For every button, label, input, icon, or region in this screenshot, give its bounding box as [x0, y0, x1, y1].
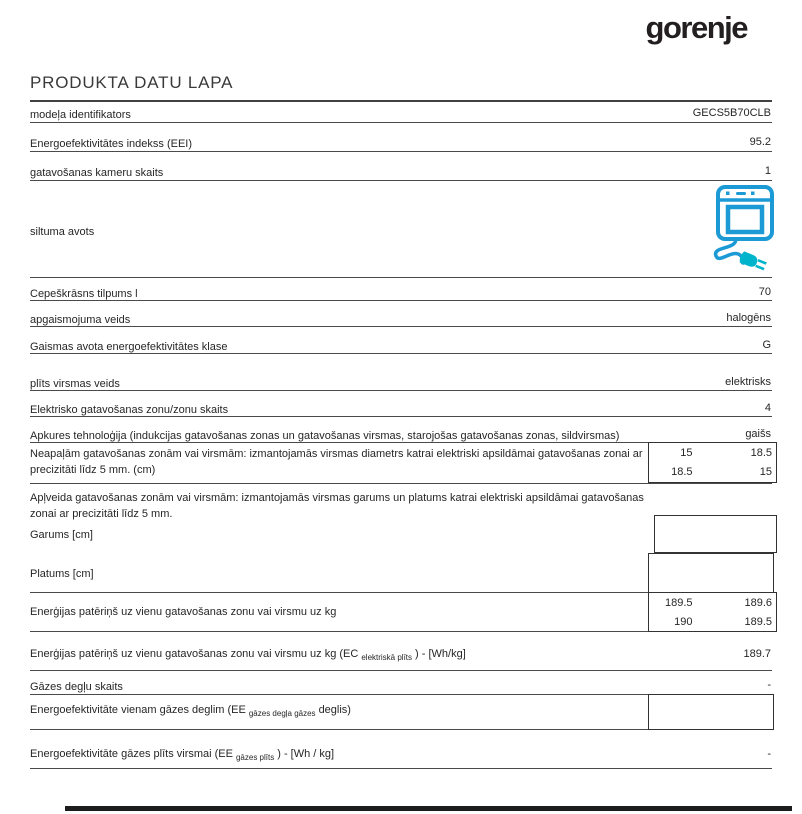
spec-label: Neapaļām gatavošanas zonām vai virsmām: izmantojamās virsmas diametrs katrai elektriski apsildāmai gatavošanas zonai ar precizitāti līdz 5 mm. (cm) [30, 448, 643, 476]
spec-label: Apļveida gatavošanas zonām vai virsmām: izmantojamās virsmas garums un platums katrai elektriski apsildāmai gatavošanas zonai ar precizitāti līdz 5 mm. [30, 492, 644, 520]
spec-row-volume [30, 283, 772, 301]
gorenje-logo: gorenje [645, 10, 747, 45]
spec-label: Enerģijas patēriņš uz vienu gatavošanas zonu vai virsmu uz kg [30, 606, 337, 618]
spec-row-energy-ec [30, 640, 772, 671]
spec-label: Gāzes degļu skaits [30, 681, 123, 693]
value-table [648, 442, 777, 483]
table-cell: 18.5 [750, 446, 772, 459]
spec-row-zones-count [30, 399, 772, 417]
spec-label: siltuma avots [30, 226, 95, 238]
spec-row-energy-per-zone [30, 593, 772, 632]
spec-label: Cepeškrāsns tilpums l [30, 288, 138, 300]
table-cell: 15 [759, 466, 772, 479]
spec-value: 189.7 [743, 648, 771, 660]
spec-value: 95.2 [749, 136, 771, 148]
spec-row-ee-gas-hob [30, 740, 772, 769]
value-table [648, 592, 777, 632]
spec-row-length [30, 515, 772, 553]
spec-row-eei [30, 133, 772, 152]
page-title-row [30, 73, 772, 102]
table-cell: 189.5 [744, 615, 772, 628]
spec-row-heating-tech [30, 425, 772, 443]
spec-value: elektrisks [725, 376, 771, 388]
empty-value-box [654, 515, 777, 553]
spec-label: Energoefektivitātes indekss (EEI) [30, 138, 193, 150]
spec-value: 1 [764, 165, 771, 177]
table-cell: 18.5 [671, 466, 693, 479]
spec-value: 70 [758, 286, 771, 298]
spec-row-cavities [30, 162, 772, 181]
spec-value: 4 [764, 402, 771, 414]
spec-label: plīts virsmas veids [30, 378, 120, 390]
spec-row-light-class [30, 336, 772, 354]
empty-value-box [648, 553, 774, 593]
spec-row-gas-burners [30, 676, 772, 695]
spec-value: - [767, 679, 771, 691]
subscript: gāzes degļa gāzes [248, 709, 316, 719]
spec-label: Apkures tehnoloģija (indukcijas gatavošanas zonas un gatavošanas virsmas, starojošas gatavošanas zonas, sildvirsmas) [30, 430, 620, 442]
spec-label: Garums [cm] [30, 529, 93, 541]
spec-label: apgaismojuma veids [30, 314, 131, 326]
spec-row-model [30, 104, 772, 123]
table-cell: 15 [680, 446, 693, 459]
subscript: elektriskā plīts [361, 653, 413, 663]
page-title: PRODUKTA DATU LAPA [30, 73, 234, 92]
spec-row-hob-type [30, 373, 772, 391]
electric-oven-plug-icon [696, 184, 776, 277]
empty-value-box [648, 694, 774, 730]
subscript: gāzes plīts [235, 753, 275, 763]
spec-label: Energoefektivitāte gāzes plīts virsmai (EE $_{gāzes plīts}$ ) - [Wh / kg] [30, 748, 335, 763]
table-cell: 189.5 [664, 596, 693, 609]
spec-label: Enerģijas patēriņš uz vienu gatavošanas zonu vai virsmu uz kg (EC $_{elektriskā plīts}$ ) - [Wh/kg] [30, 648, 466, 663]
spec-label: Gaismas avota energoefektivitātes klase [30, 341, 228, 353]
spec-value: GECS5B70CLB [692, 107, 771, 119]
spec-row-heat-source [30, 181, 772, 278]
spec-value: - [767, 748, 771, 760]
next-page-edge-bar [65, 806, 792, 811]
spec-value: G [762, 339, 771, 351]
spec-value: gaišs [745, 428, 771, 440]
spec-label: modeļa identifikators [30, 109, 131, 121]
spec-value: halogēns [726, 312, 771, 324]
spec-row-width [30, 553, 772, 593]
spec-label: gatavošanas kameru skaits [30, 167, 164, 179]
spec-label: Energoefektivitāte vienam gāzes deglim (EE $_{gāzes degļa gāzes}$ deglis) [30, 704, 351, 719]
spec-row-ee-burner [30, 695, 772, 730]
spec-label: Elektrisko gatavošanas zonu/zonu skaits [30, 404, 229, 416]
table-cell: 190 [674, 615, 693, 628]
spec-label: Platums [cm] [30, 568, 94, 580]
spec-row-non-circular [30, 443, 772, 484]
table-cell: 189.6 [744, 596, 772, 609]
spec-row-lighting [30, 309, 772, 327]
